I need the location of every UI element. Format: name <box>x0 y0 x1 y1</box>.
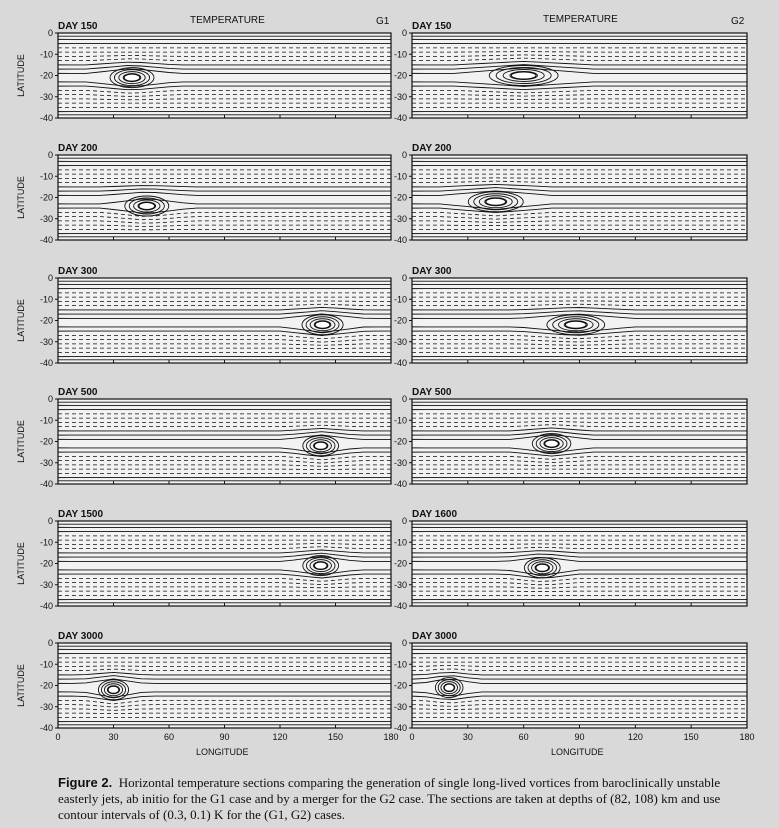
case-label-g2: G2 <box>731 16 745 27</box>
day-label: DAY 1600 <box>412 509 458 520</box>
panel-frame <box>412 521 747 606</box>
y-tick-label: -40 <box>39 358 53 368</box>
panel-frame <box>412 33 747 118</box>
y-axis-title: LATITUDE <box>16 420 26 463</box>
y-tick-label: -10 <box>39 415 53 426</box>
panel-frame <box>412 643 747 728</box>
y-tick-label: 0 <box>47 638 53 648</box>
x-tick-label: 150 <box>327 732 344 742</box>
vortex-core <box>486 198 506 205</box>
y-tick-label: -20 <box>393 680 407 691</box>
day-label: DAY 300 <box>412 266 452 277</box>
y-tick-label: 0 <box>401 273 407 283</box>
x-tick-label: 150 <box>683 732 699 742</box>
y-tick-label: -30 <box>393 579 407 590</box>
panel-right-3 <box>394 266 747 368</box>
y-tick-label: -20 <box>39 680 53 691</box>
vortex-core <box>108 686 119 693</box>
header-temperature-left: TEMPERATURE <box>190 15 265 26</box>
panel-left-1 <box>16 21 391 123</box>
y-tick-label: -10 <box>393 659 407 670</box>
panel-left-5 <box>16 509 391 611</box>
header-temperature-right: TEMPERATURE <box>543 14 618 25</box>
x-tick-label: 0 <box>55 732 61 742</box>
x-axis-title-left: LONGITUDE <box>196 747 249 757</box>
y-tick-label: -40 <box>393 479 407 489</box>
panel-right-6 <box>394 631 755 742</box>
y-tick-label: -40 <box>39 113 53 123</box>
panel-frame <box>412 399 747 484</box>
y-tick-label: -20 <box>39 436 53 447</box>
y-axis-title: LATITUDE <box>16 176 26 219</box>
y-tick-label: -20 <box>39 558 53 569</box>
x-tick-label: 30 <box>108 732 119 742</box>
x-tick-label: 180 <box>383 732 399 742</box>
y-tick-label: -20 <box>393 70 407 81</box>
day-label: DAY 300 <box>58 266 98 277</box>
y-tick-label: -30 <box>393 213 407 224</box>
y-tick-label: -40 <box>393 723 407 733</box>
y-tick-label: 0 <box>47 516 53 526</box>
day-label: DAY 1500 <box>58 509 104 520</box>
y-axis-title: LATITUDE <box>16 542 26 585</box>
vortex-core <box>315 321 330 328</box>
y-tick-label: -40 <box>39 601 53 611</box>
y-tick-label: -30 <box>39 91 53 102</box>
y-tick-label: -10 <box>393 415 407 426</box>
panel-right-5 <box>394 509 747 611</box>
y-tick-label: 0 <box>401 516 407 526</box>
y-tick-label: -10 <box>393 537 407 548</box>
y-tick-label: -40 <box>393 358 407 368</box>
vortex-core <box>124 74 140 81</box>
y-tick-label: -40 <box>393 235 407 245</box>
y-tick-label: -40 <box>393 113 407 123</box>
day-label: DAY 3000 <box>412 631 458 642</box>
panels-group <box>16 21 755 742</box>
y-tick-label: -30 <box>393 91 407 102</box>
day-label: DAY 200 <box>58 143 98 154</box>
y-tick-label: -20 <box>39 315 53 326</box>
vortex-core <box>314 562 327 569</box>
x-tick-label: 180 <box>739 732 755 742</box>
y-tick-label: -20 <box>393 315 407 326</box>
x-tick-label: 120 <box>627 732 643 742</box>
panel-left-3 <box>16 266 391 368</box>
vortex-core <box>314 442 327 449</box>
y-tick-label: 0 <box>47 273 53 283</box>
y-axis-title: LATITUDE <box>16 299 26 342</box>
vortex-core <box>444 684 454 691</box>
panel-frame <box>58 33 391 118</box>
y-tick-label: -30 <box>39 457 53 468</box>
panel-frame <box>58 155 391 240</box>
y-tick-label: -40 <box>39 235 53 245</box>
vortex-core <box>139 202 155 209</box>
day-label: DAY 500 <box>58 387 98 398</box>
panel-right-4 <box>394 387 747 489</box>
y-tick-label: -40 <box>39 479 53 489</box>
day-label: DAY 200 <box>412 143 452 154</box>
y-tick-label: -20 <box>39 192 53 203</box>
y-tick-label: -30 <box>39 701 53 712</box>
y-tick-label: -30 <box>39 213 53 224</box>
y-tick-label: -10 <box>393 171 407 182</box>
y-tick-label: -30 <box>39 336 53 347</box>
panel-right-1 <box>394 21 747 123</box>
y-tick-label: -10 <box>39 49 53 60</box>
caption-text: Horizontal temperature sections comparing the generation of single long-lived vortices from baroclinically unstable easterly jets, ab initio for the G1 case and by a merger for the G2 case. The sections are taken at depths of (82, 108) km and use contour intervals of (0.3, 0.1) K for the (G1, G2) cases. <box>58 775 721 822</box>
case-label-g1: G1 <box>376 16 390 27</box>
y-tick-label: -10 <box>39 659 53 670</box>
x-axis-title-right: LONGITUDE <box>551 747 604 757</box>
panel-frame <box>58 643 391 728</box>
y-tick-label: -20 <box>39 70 53 81</box>
panel-frame <box>412 155 747 240</box>
y-tick-label: -40 <box>393 601 407 611</box>
y-tick-label: -20 <box>393 558 407 569</box>
y-tick-label: -40 <box>39 723 53 733</box>
panel-frame <box>58 521 391 606</box>
y-tick-label: 0 <box>401 150 407 160</box>
y-tick-label: -30 <box>393 457 407 468</box>
x-tick-label: 0 <box>409 732 415 742</box>
y-tick-label: 0 <box>47 394 53 404</box>
day-label: DAY 150 <box>58 21 98 32</box>
panel-left-4 <box>16 387 391 489</box>
figure-caption <box>58 775 758 823</box>
panel-right-2 <box>394 143 747 245</box>
y-tick-label: -10 <box>393 294 407 305</box>
y-tick-label: -30 <box>39 579 53 590</box>
x-tick-label: 90 <box>219 732 230 742</box>
y-axis-title: LATITUDE <box>16 54 26 97</box>
y-tick-label: -10 <box>39 537 53 548</box>
y-tick-label: 0 <box>47 150 53 160</box>
vortex-core <box>511 72 536 79</box>
vortex-core <box>545 440 559 447</box>
y-tick-label: 0 <box>47 28 53 38</box>
vortex-core <box>536 564 549 571</box>
caption-label: Figure 2. <box>58 775 113 790</box>
x-tick-label: 60 <box>163 732 175 742</box>
y-tick-label: 0 <box>401 638 407 648</box>
y-tick-label: -30 <box>393 701 407 712</box>
x-tick-label: 60 <box>518 732 529 742</box>
panel-left-6 <box>16 631 399 742</box>
day-label: DAY 500 <box>412 387 452 398</box>
y-tick-label: -10 <box>39 294 53 305</box>
y-axis-title: LATITUDE <box>16 664 26 707</box>
panel-left-2 <box>16 143 391 245</box>
y-tick-label: -20 <box>393 436 407 447</box>
vortex-core <box>565 321 586 328</box>
day-label: DAY 3000 <box>58 631 104 642</box>
x-tick-label: 90 <box>574 732 585 742</box>
day-label: DAY 150 <box>412 21 452 32</box>
y-tick-label: -30 <box>393 336 407 347</box>
panel-frame <box>58 399 391 484</box>
y-tick-label: -10 <box>39 171 53 182</box>
y-tick-label: 0 <box>401 394 407 404</box>
x-tick-label: 30 <box>462 732 473 742</box>
x-tick-label: 120 <box>272 732 288 742</box>
y-tick-label: 0 <box>401 28 407 38</box>
y-tick-label: -20 <box>393 192 407 203</box>
y-tick-label: -10 <box>393 49 407 60</box>
